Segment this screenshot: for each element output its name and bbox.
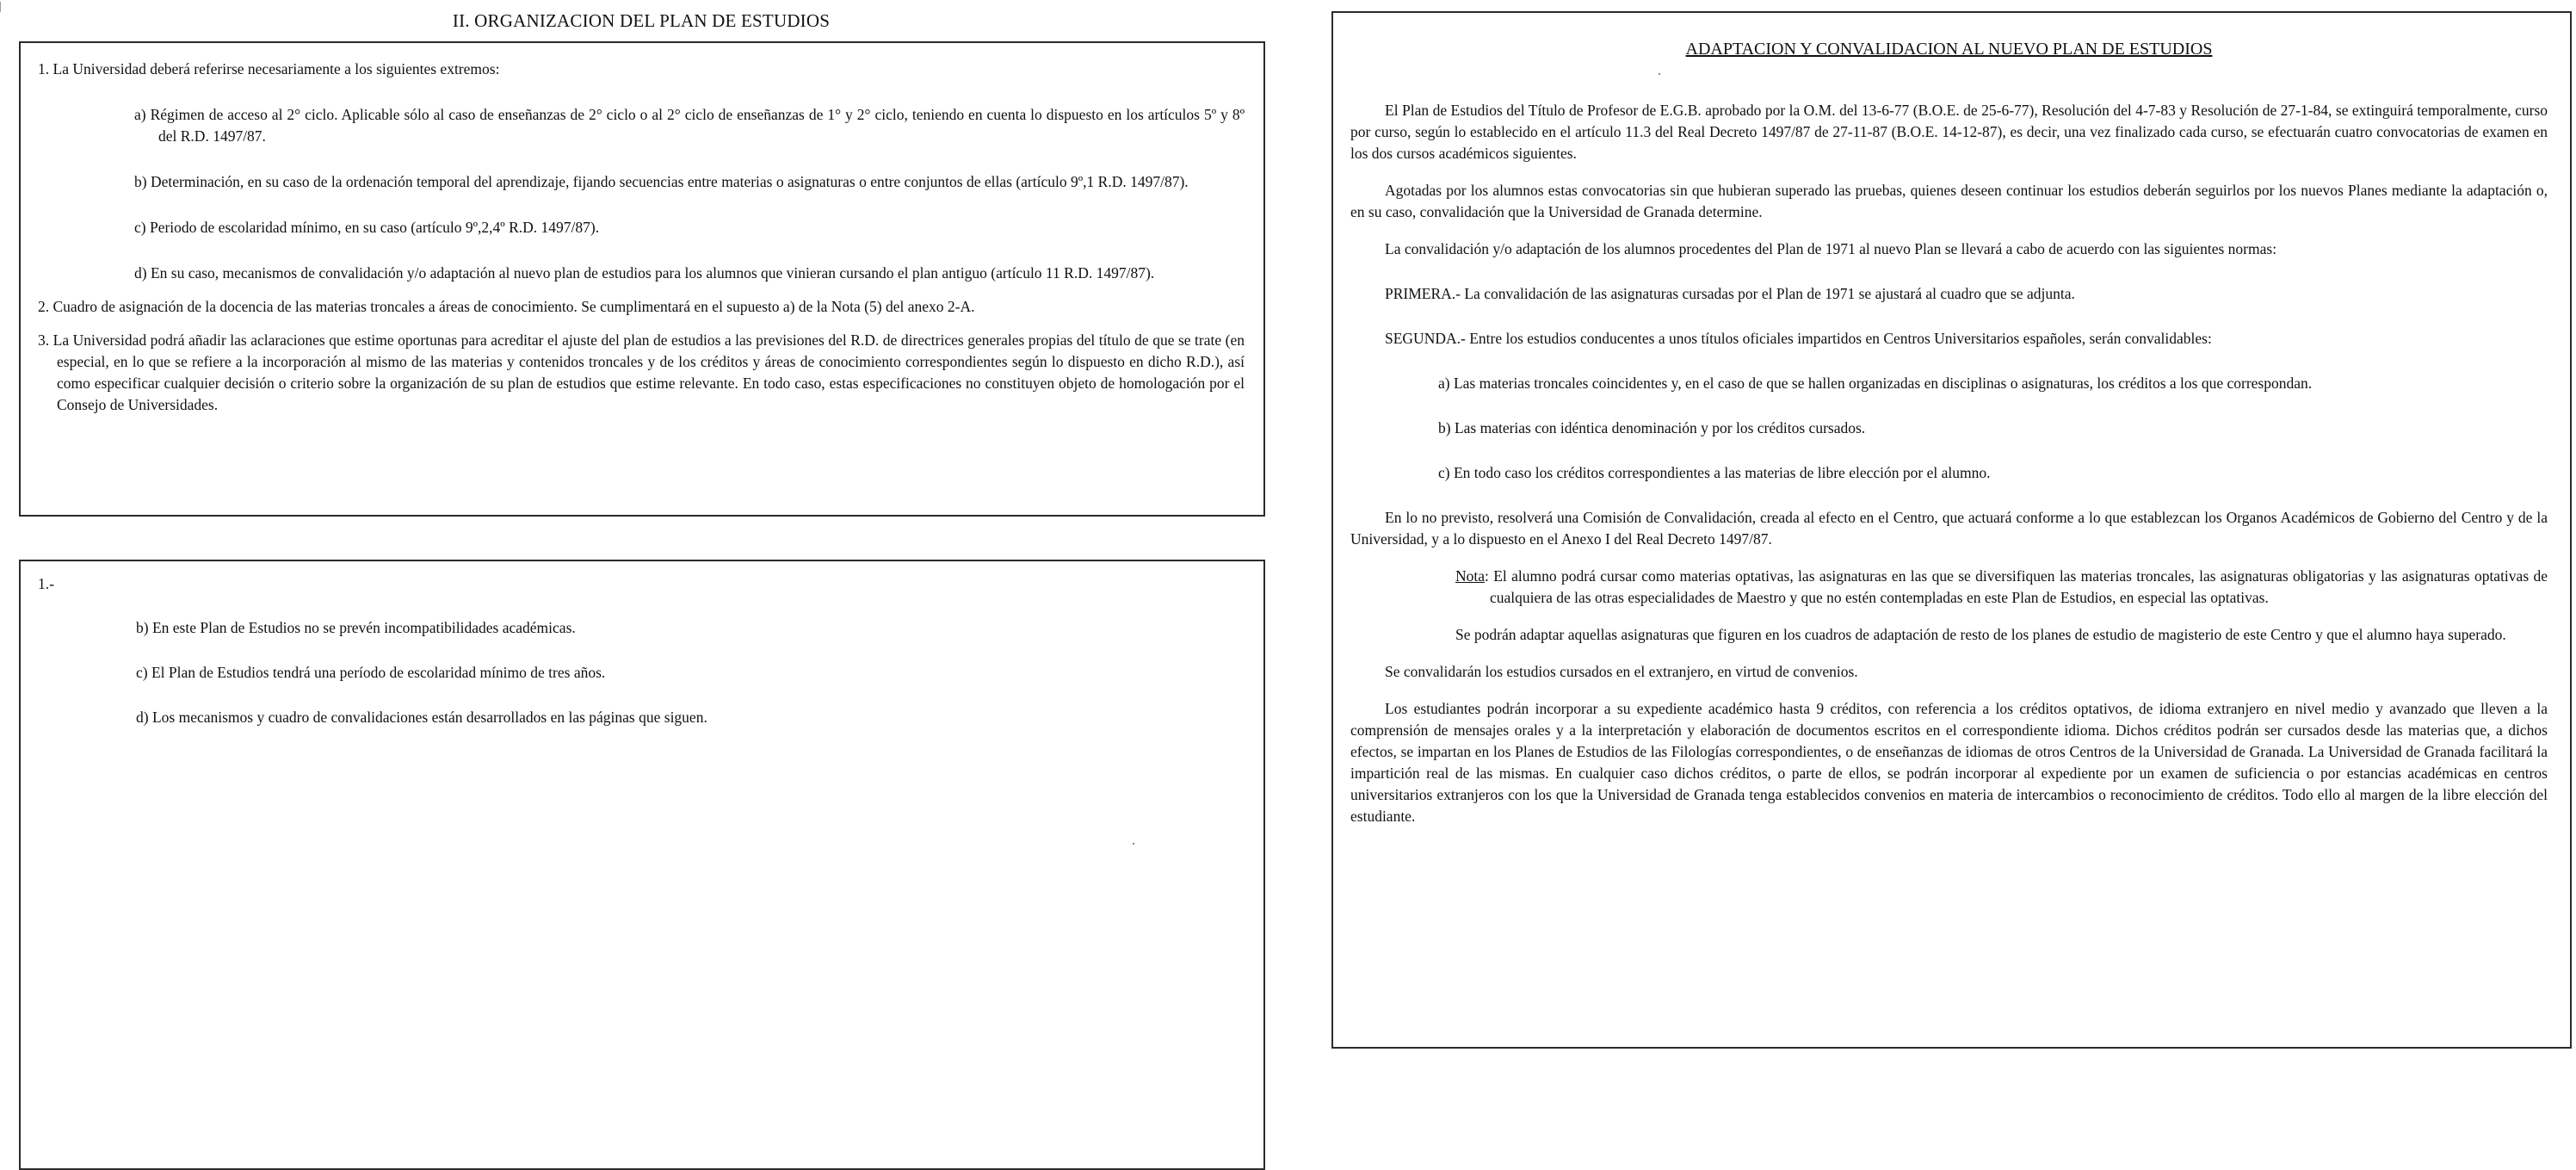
scan-dot [1133, 843, 1134, 845]
nota-paragraph [1350, 566, 2548, 609]
adaptation-title: ADAPTACION Y CONVALIDACION AL NUEVO PLAN DE ESTUDIOS [1685, 40, 2213, 59]
scan-mark [0, 2, 1, 12]
norm-segunda-c: c) En todo caso los créditos correspondientes a las materias de libre elección por el alumno. [1438, 464, 1991, 481]
paragraph-foreign-studies: Se convalidarán los estudios cursados en el extranjero, en virtud de convenios. [1385, 663, 1858, 680]
norm-segunda-a: a) Las materias troncales coincidentes y, en el caso de que se hallen organizadas en disciplinas o asignaturas, los créditos a los que correspondan. [1438, 375, 2313, 392]
instruction-subitem-a: a) Régimen de acceso al 2° ciclo. Aplicable sólo al caso de enseñanzas de 2° ciclo o al 2° ciclo de enseñanzas de 1° y 2° ciclo, teniendo en cuenta lo dispuesto en los artículos 5º y 8º del R.D. 1497/87. [134, 106, 1245, 145]
structure-instructions-box [19, 41, 1265, 517]
instruction-item-3: 3. La Universidad podrá añadir las aclaraciones que estime oportunas para acreditar el ajuste del plan de estudios a las previsiones del R.D. de directrices generales propias del título de que se trate (en especial, en lo que se refiere a la incorporación al mismo de las materias y contenidos troncales y de los créditos y áreas de conocimiento correspondientes según lo dispuesto en dicho R.D.), así como especificar cualquier decisión o criterio sobre la organización de su plan de estudios que estime relevante. En todo caso, estas especificaciones no constituyen objeto de homologación por el Consejo de Universidades. [38, 331, 1245, 413]
nota-label: Nota [1455, 567, 1486, 585]
instruction-subitem-c: c) Periodo de escolaridad mínimo, en su caso (artículo 9º,2,4º R.D. 1497/87). [134, 219, 600, 236]
paragraph-extinction: El Plan de Estudios del Título de Profesor de E.G.B. aprobado por la O.M. del 13-6-77 (B.O.E. de 25-6-77), Resolución del 4-7-83 y Resolución de 27-1-84, se extinguirá temporalmente, curso por curso, según lo establecido en el artículo 11.3 del Real Decreto 1497/87 de 27-11-87 (B.O.E. 14-12-87), es decir, una vez finalizado cada curso, se efectuarán cuatro convocatorias de examen en los dos cursos académicos siguientes. [1350, 102, 2548, 162]
instruction-subitem-d: d) En su caso, mecanismos de convalidación y/o adaptación al nuevo plan de estudios para los alumnos que vinieran cursando el plan antiguo (artículo 11 R.D. 1497/87). [134, 264, 1155, 282]
adaptation-box [1331, 11, 2572, 1049]
answer-subitem-d: d) Los mecanismos y cuadro de convalidaciones están desarrollados en las páginas que siguen. [136, 709, 707, 726]
paragraph-norms-intro: La convalidación y/o adaptación de los alumnos procedentes del Plan de 1971 al nuevo Plan se llevará a cabo de acuerdo con las siguientes normas: [1385, 240, 2277, 257]
nota-text: : El alumno podrá cursar como materias optativas, las asignaturas en las que se diversifiquen las materias troncales, las asignaturas obligatorias y las asignaturas optativas de cualquiera de las otras especialidades de Maestro y que no estén contempladas en este Plan de Estudios, en especial las optativas. [1485, 567, 2548, 606]
instruction-item-2: 2. Cuadro de asignación de la docencia de las materias troncales a áreas de conocimiento. Se cumplimentará en el supuesto a) de la Nota (5) del anexo 2-A. [38, 298, 975, 315]
paragraph-adapt-other-plans: Se podrán adaptar aquellas asignaturas que figuren en los cuadros de adaptación de resto de los planes de estudio de magisterio de este Centro y que el alumno haya superado. [1455, 626, 2506, 643]
paragraph-commission: En lo no previsto, resolverá una Comisión de Convalidación, creada al efecto en el Centro, que actuará conforme a lo que establezcan los Organos Académicos de Gobierno del Centro y de la Universidad, y a lo dispuesto en el Anexo I del Real Decreto 1497/87. [1350, 509, 2548, 548]
norm-segunda-b: b) Las materias con idéntica denominación y por los créditos cursados. [1438, 419, 1866, 436]
instruction-item-1: 1. La Universidad deberá referirse necesariamente a los siguientes extremos: [38, 60, 500, 77]
norm-primera: PRIMERA.- La convalidación de las asignaturas cursadas por el Plan de 1971 se ajustará al cuadro que se adjunta. [1385, 285, 2075, 302]
instruction-subitem-b: b) Determinación, en su caso de la ordenación temporal del aprendizaje, fijando secuencias entre materias o asignaturas o entre conjuntos de ellas (artículo 9º,1 R.D. 1497/87). [134, 173, 1189, 190]
answer-subitem-c: c) El Plan de Estudios tendrá una período de escolaridad mínimo de tres años. [136, 664, 606, 681]
page-title: II. ORGANIZACION DEL PLAN DE ESTUDIOS [452, 10, 831, 31]
answer-number: 1.- [38, 575, 54, 592]
paragraph-exhausted-calls: Agotadas por los alumnos estas convocatorias sin que hubieran superado las pruebas, quienes deseen continuar los estudios deberán seguirlos por los nuevos Planes mediante la adaptación o, en su caso, convalidación que la Universidad de Granada determine. [1350, 182, 2548, 220]
norm-segunda: SEGUNDA.- Entre los estudios conducentes a unos títulos oficiales impartidos en Centros Universitarios españoles, serán convalidables: [1385, 330, 2212, 347]
scan-dot [1659, 73, 1660, 75]
plan-answers-box [19, 560, 1265, 1170]
paragraph-language-credits: Los estudiantes podrán incorporar a su expediente académico hasta 9 créditos, con referencia a los créditos optativos, de idioma extranjero en nivel medio y avanzado que lleven a la comprensión de mensajes orales y a la interpretación y elaboración de documentos escritos en el correspondiente idioma. Dichos créditos podrán ser cursados desde las materias que, a dichos efectos, se impartan en los Planes de Estudios de las Filologías correspondientes, o de enseñanzas de idiomas de otros Centros de la Universidad de Granada. La Universidad de Granada facilitará la impartición real de las mismas. En cualquier caso dichos créditos, o parte de ellos, se podrán incorporar al expediente por un examen de suficiencia o por estancias académicas en centros universitarios extranjeros con los que la Universidad de Granada tenga establecidos convenios en materia de intercambios o reconocimiento de créditos. Todo ello al margen de la libre elección del estudiante. [1350, 700, 2548, 825]
answer-subitem-b: b) En este Plan de Estudios no se prevén incompatibilidades académicas. [136, 619, 576, 636]
